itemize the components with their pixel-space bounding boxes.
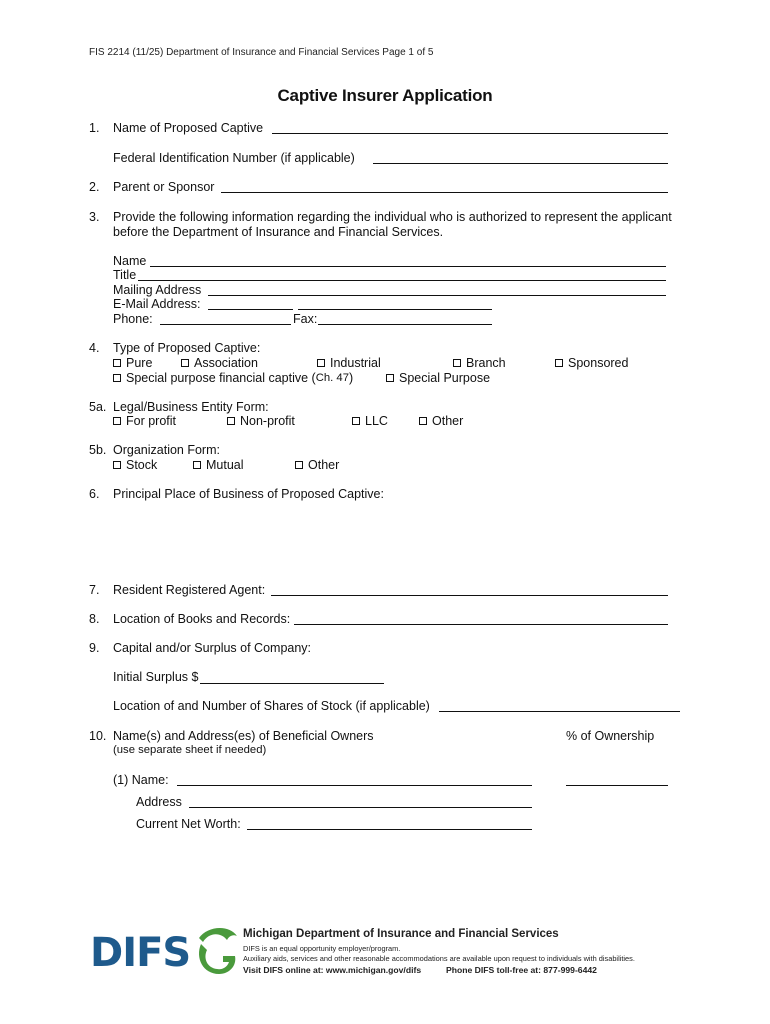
- books-records-field[interactable]: [294, 624, 668, 625]
- fein-label: Federal Identification Number (if applicable): [113, 151, 355, 165]
- owner-name-label: (1) Name:: [113, 773, 169, 787]
- q5b-label: Organization Form:: [113, 443, 220, 457]
- checkbox-icon: [113, 374, 121, 382]
- q4-label: Type of Proposed Captive:: [113, 341, 261, 355]
- q10-note: (use separate sheet if needed): [113, 744, 267, 756]
- rep-fax-field[interactable]: [318, 324, 492, 325]
- rep-mailing-field[interactable]: [208, 295, 666, 296]
- rep-title-field[interactable]: [138, 280, 666, 281]
- q6-label: Principal Place of Business of Proposed Captive:: [113, 487, 384, 501]
- checkbox-non-profit[interactable]: Non-profit: [227, 414, 295, 428]
- shares-label: Location of and Number of Shares of Stock (if applicable): [113, 699, 430, 713]
- q5a-number: 5a.: [89, 400, 107, 414]
- q5b-number: 5b.: [89, 443, 107, 457]
- checkbox-icon: [113, 359, 121, 367]
- checkbox-icon: [193, 461, 201, 469]
- owner-name-field[interactable]: [177, 785, 532, 786]
- rep-phone-field[interactable]: [160, 324, 291, 325]
- checkbox-icon: [295, 461, 303, 469]
- q3-line1: Provide the following information regarding the individual who is authorized to represent the applicant: [113, 210, 672, 224]
- q5a-label: Legal/Business Entity Form:: [113, 400, 269, 414]
- checkbox-llc[interactable]: LLC: [352, 414, 388, 428]
- shares-field[interactable]: [439, 711, 680, 712]
- q10-label: Name(s) and Address(es) of Beneficial Owners: [113, 729, 374, 743]
- owner-address-field[interactable]: [189, 807, 532, 808]
- q1-label: Name of Proposed Captive: [113, 121, 264, 135]
- owner-pct-field[interactable]: [566, 785, 668, 786]
- footer-eeo: DIFS is an equal opportunity employer/program.: [243, 944, 401, 953]
- q8-number: 8.: [89, 612, 100, 626]
- footer-accommodations: Auxiliary aids, services and other reasonable accommodations are available upon request to individuals with disabilities.: [243, 954, 635, 963]
- q8-label: Location of Books and Records:: [113, 612, 291, 626]
- net-worth-label: Current Net Worth:: [136, 817, 241, 831]
- rep-phone-label: Phone:: [113, 312, 153, 326]
- footer-phone[interactable]: Phone DIFS toll-free at: 877-999-6442: [446, 965, 597, 975]
- q9-number: 9.: [89, 641, 100, 655]
- q4-number: 4.: [89, 341, 100, 355]
- checkbox-entity-other[interactable]: Other: [419, 414, 463, 428]
- checkbox-pure[interactable]: Pure: [113, 356, 152, 370]
- rep-title-label: Title: [113, 268, 137, 282]
- checkbox-icon: [113, 417, 121, 425]
- q3-number: 3.: [89, 210, 100, 224]
- rep-email-label: E-Mail Address:: [113, 297, 201, 311]
- rep-name-field[interactable]: [150, 266, 666, 267]
- fein-field[interactable]: [373, 163, 668, 164]
- checkbox-icon: [386, 374, 394, 382]
- checkbox-special-purpose[interactable]: Special Purpose: [386, 371, 490, 385]
- q7-label: Resident Registered Agent:: [113, 583, 266, 597]
- checkbox-org-other[interactable]: Other: [295, 458, 339, 472]
- q1-number: 1.: [89, 121, 100, 135]
- q9-label: Capital and/or Surplus of Company:: [113, 641, 312, 655]
- michigan-leaf-icon: [193, 922, 241, 978]
- rep-name-label: Name: [113, 254, 147, 268]
- initial-surplus-label: Initial Surplus $: [113, 670, 199, 684]
- footer-dept-name: Michigan Department of Insurance and Financial Services: [243, 928, 559, 940]
- checkbox-icon: [227, 417, 235, 425]
- q2-label: Parent or Sponsor: [113, 180, 215, 194]
- rep-mailing-label: Mailing Address: [113, 283, 202, 297]
- q3-line2: before the Department of Insurance and Financial Services.: [113, 225, 444, 239]
- checkbox-icon: [419, 417, 427, 425]
- checkbox-icon: [317, 359, 325, 367]
- checkbox-association[interactable]: Association: [181, 356, 258, 370]
- checkbox-icon: [453, 359, 461, 367]
- checkbox-branch[interactable]: Branch: [453, 356, 506, 370]
- q2-number: 2.: [89, 180, 100, 194]
- checkbox-icon: [352, 417, 360, 425]
- checkbox-industrial[interactable]: Industrial: [317, 356, 381, 370]
- checkbox-icon: [555, 359, 563, 367]
- checkbox-sponsored[interactable]: Sponsored: [555, 356, 628, 370]
- principal-place-area[interactable]: [113, 505, 668, 575]
- registered-agent-field[interactable]: [271, 595, 668, 596]
- captive-name-field[interactable]: [272, 133, 668, 134]
- initial-surplus-field[interactable]: [200, 683, 384, 684]
- page-title: Captive Insurer Application: [277, 86, 493, 105]
- parent-sponsor-field[interactable]: [221, 192, 668, 193]
- checkbox-mutual[interactable]: Mutual: [193, 458, 244, 472]
- page-header: FIS 2214 (11/25) Department of Insurance and Financial Services Page 1 of 5: [89, 47, 434, 58]
- checkbox-stock[interactable]: Stock: [113, 458, 157, 472]
- checkbox-icon: [181, 359, 189, 367]
- q6-number: 6.: [89, 487, 100, 501]
- q7-number: 7.: [89, 583, 100, 597]
- checkbox-icon: [113, 461, 121, 469]
- logo-wordmark: DIFS: [90, 930, 191, 976]
- checkbox-special-purpose-financial-captive[interactable]: Special purpose financial captive ( Ch. 47 ): [113, 371, 353, 385]
- ownership-pct-header: % of Ownership: [566, 729, 655, 743]
- checkbox-for-profit[interactable]: For profit: [113, 414, 176, 428]
- owner-address-label: Address: [136, 795, 182, 809]
- difs-logo: [90, 922, 240, 978]
- rep-email-field-1[interactable]: [208, 309, 293, 310]
- rep-email-field-2[interactable]: [298, 309, 492, 310]
- footer-website[interactable]: Visit DIFS online at: www.michigan.gov/difs: [243, 965, 422, 975]
- net-worth-field[interactable]: [247, 829, 532, 830]
- q10-number: 10.: [89, 729, 107, 743]
- rep-fax-label: Fax:: [293, 312, 318, 326]
